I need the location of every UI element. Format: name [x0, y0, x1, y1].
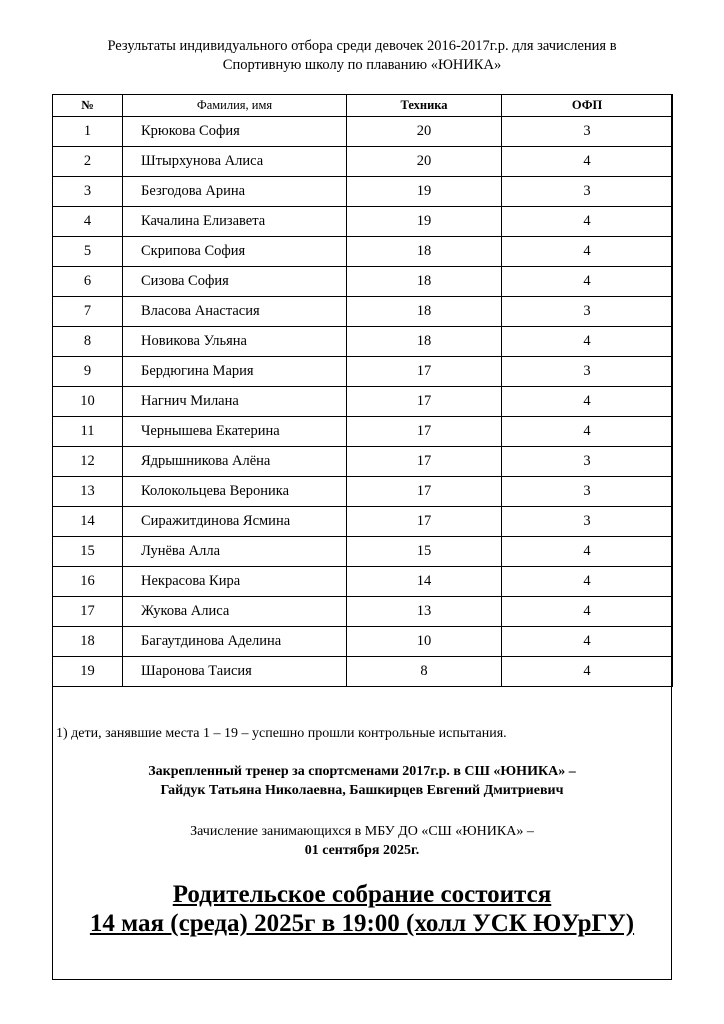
table-row — [53, 477, 673, 507]
table-row — [53, 567, 673, 597]
cell-number: 3 — [53, 177, 123, 207]
table-row — [53, 387, 673, 417]
coach-info — [40, 762, 684, 800]
cell-name: Крюкова София — [123, 117, 347, 147]
table-row — [53, 597, 673, 627]
table-row — [53, 177, 673, 207]
results-note: 1) дети, занявшие места 1 – 19 – успешно прошли контрольные испытания. — [56, 726, 507, 741]
parent-meeting-announcement — [40, 880, 684, 938]
cell-number: 4 — [53, 207, 123, 237]
cell-ofp: 3 — [502, 297, 673, 327]
cell-technique: 17 — [347, 357, 502, 387]
cell-technique: 8 — [347, 657, 502, 687]
cell-ofp: 4 — [502, 627, 673, 657]
cell-ofp: 3 — [502, 447, 673, 477]
cell-name: Колокольцева Вероника — [123, 477, 347, 507]
cell-number: 6 — [53, 267, 123, 297]
cell-number: 11 — [53, 417, 123, 447]
cell-technique: 10 — [347, 627, 502, 657]
coach-line-1: Закрепленный тренер за спортсменами 2017г.р. в СШ «ЮНИКА» – — [148, 764, 576, 779]
table-header-row — [53, 95, 673, 117]
meeting-line-1: Родительское собрание состоится — [172, 881, 552, 908]
table-row — [53, 447, 673, 477]
table-row — [53, 267, 673, 297]
cell-name: Качалина Елизавета — [123, 207, 347, 237]
table-row — [53, 357, 673, 387]
cell-name: Бердюгина Мария — [123, 357, 347, 387]
table-row — [53, 507, 673, 537]
cell-number: 7 — [53, 297, 123, 327]
cell-number: 15 — [53, 537, 123, 567]
cell-number: 8 — [53, 327, 123, 357]
cell-number: 18 — [53, 627, 123, 657]
cell-ofp: 4 — [502, 567, 673, 597]
cell-number: 10 — [53, 387, 123, 417]
cell-name: Власова Анастасия — [123, 297, 347, 327]
table-row — [53, 237, 673, 267]
cell-name: Новикова Ульяна — [123, 327, 347, 357]
table-row — [53, 207, 673, 237]
coach-line-2: Гайдук Татьяна Николаевна, Башкирцев Евгений Дмитриевич — [160, 783, 564, 798]
cell-name: Багаутдинова Аделина — [123, 627, 347, 657]
enrollment-date: 01 сентября 2025г. — [304, 843, 420, 858]
cell-ofp: 4 — [502, 237, 673, 267]
cell-technique: 15 — [347, 537, 502, 567]
cell-technique: 18 — [347, 327, 502, 357]
cell-ofp: 4 — [502, 327, 673, 357]
cell-ofp: 4 — [502, 417, 673, 447]
table-row — [53, 537, 673, 567]
cell-ofp: 4 — [502, 207, 673, 237]
table-row — [53, 147, 673, 177]
header-number: № — [53, 95, 123, 117]
header-ofp: ОФП — [502, 95, 673, 117]
cell-technique: 17 — [347, 477, 502, 507]
cell-number: 9 — [53, 357, 123, 387]
cell-technique: 18 — [347, 237, 502, 267]
header-technique: Техника — [347, 95, 502, 117]
cell-name: Безгодова Арина — [123, 177, 347, 207]
title-line-2: Спортивную школу по плаванию «ЮНИКА» — [222, 57, 502, 73]
enrollment-info — [40, 822, 684, 860]
cell-technique: 17 — [347, 447, 502, 477]
cell-name: Ядрышникова Алёна — [123, 447, 347, 477]
cell-technique: 18 — [347, 267, 502, 297]
cell-ofp: 4 — [502, 387, 673, 417]
enrollment-line-1: Зачисление занимающихся в МБУ ДО «СШ «ЮНИКА» – — [190, 824, 534, 839]
cell-ofp: 3 — [502, 477, 673, 507]
table-row — [53, 627, 673, 657]
cell-number: 17 — [53, 597, 123, 627]
cell-technique: 20 — [347, 147, 502, 177]
cell-name: Чернышева Екатерина — [123, 417, 347, 447]
cell-technique: 17 — [347, 387, 502, 417]
cell-number: 5 — [53, 237, 123, 267]
title-line-1: Результаты индивидуального отбора среди девочек 2016-2017г.р. для зачисления в — [107, 38, 617, 54]
cell-ofp: 3 — [502, 357, 673, 387]
meeting-line-2: 14 мая (среда) 2025г в 19:00 (холл УСК ЮУрГУ) — [89, 910, 635, 937]
cell-name: Штырхунова Алиса — [123, 147, 347, 177]
cell-ofp: 4 — [502, 537, 673, 567]
cell-ofp: 4 — [502, 597, 673, 627]
cell-number: 19 — [53, 657, 123, 687]
cell-name: Шаронова Таисия — [123, 657, 347, 687]
cell-number: 12 — [53, 447, 123, 477]
results-body — [53, 117, 673, 687]
cell-ofp: 3 — [502, 117, 673, 147]
table-row — [53, 297, 673, 327]
cell-name: Лунёва Алла — [123, 537, 347, 567]
cell-name: Сиражитдинова Ясмина — [123, 507, 347, 537]
header-name: Фамилия, имя — [123, 95, 347, 117]
table-row — [53, 327, 673, 357]
page-title — [40, 37, 684, 75]
cell-number: 1 — [53, 117, 123, 147]
cell-technique: 19 — [347, 177, 502, 207]
cell-ofp: 3 — [502, 177, 673, 207]
cell-technique: 20 — [347, 117, 502, 147]
cell-technique: 13 — [347, 597, 502, 627]
cell-technique: 17 — [347, 417, 502, 447]
cell-name: Скрипова София — [123, 237, 347, 267]
cell-ofp: 4 — [502, 267, 673, 297]
cell-ofp: 4 — [502, 147, 673, 177]
cell-ofp: 3 — [502, 507, 673, 537]
table-row — [53, 417, 673, 447]
cell-technique: 19 — [347, 207, 502, 237]
cell-number: 2 — [53, 147, 123, 177]
table-row — [53, 657, 673, 687]
cell-ofp: 4 — [502, 657, 673, 687]
cell-name: Нагнич Милана — [123, 387, 347, 417]
cell-technique: 17 — [347, 507, 502, 537]
cell-technique: 14 — [347, 567, 502, 597]
cell-number: 14 — [53, 507, 123, 537]
cell-number: 16 — [53, 567, 123, 597]
cell-name: Сизова София — [123, 267, 347, 297]
cell-name: Некрасова Кира — [123, 567, 347, 597]
results-table — [52, 94, 673, 687]
cell-technique: 18 — [347, 297, 502, 327]
cell-name: Жукова Алиса — [123, 597, 347, 627]
table-row — [53, 117, 673, 147]
cell-number: 13 — [53, 477, 123, 507]
